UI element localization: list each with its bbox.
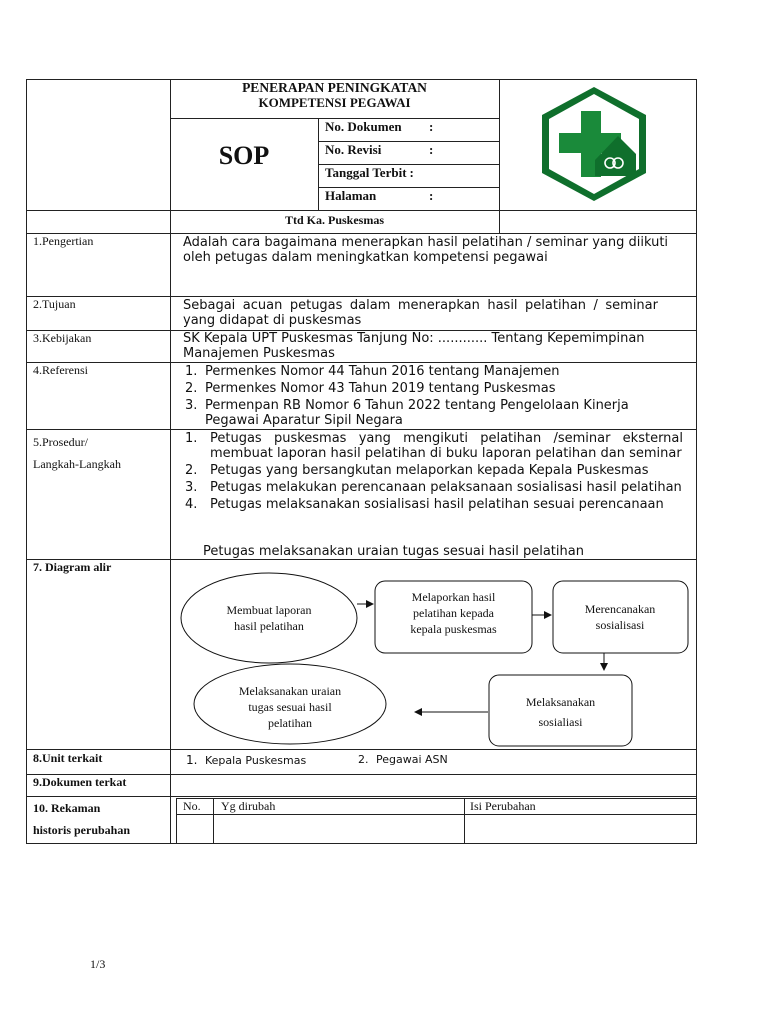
field-label: No. Dokumen bbox=[325, 119, 402, 134]
border-sop-col bbox=[318, 118, 319, 211]
label-referensi: 4.Referensi bbox=[33, 363, 88, 377]
list-item-text: Petugas melaksanakan sosialisasi hasil pelatihan sesuai perencanaan bbox=[210, 497, 664, 512]
flow-node-text: hasil pelatihan bbox=[234, 619, 304, 633]
flow-node-4 bbox=[490, 694, 631, 730]
label-pengertian: 1.Pengertian bbox=[33, 234, 94, 248]
field-label: Halaman bbox=[325, 188, 377, 203]
list-item bbox=[185, 364, 665, 379]
content-tujuan: Sebagai acuan petugas dalam menerapkan hasil pelatihan / seminar yang didapat di puskesmas bbox=[183, 298, 658, 328]
list-item-number: 3. bbox=[185, 480, 198, 495]
content-kebijakan: SK Kepala UPT Puskesmas Tanjung No: ............ Tentang Kepemimpinan Manajemen Puskesmas bbox=[183, 331, 645, 361]
border-logo-col bbox=[499, 79, 500, 234]
list-item-text: Petugas yang bersangkutan melaporkan kepada Kepala Puskesmas bbox=[210, 463, 649, 478]
border-row-7 bbox=[26, 774, 697, 775]
flow-node-text: pelatihan kepada bbox=[413, 606, 494, 620]
list-item-number: 3. bbox=[185, 398, 198, 413]
title-line-1: PENERAPAN PENINGKATAN bbox=[242, 80, 427, 95]
content-pengertian: Adalah cara bagaimana menerapkan hasil pelatihan / seminar yang diikuti oleh petugas dalam meningkatkan kompetensi pegawai bbox=[183, 235, 669, 265]
flow-node-text: kepala puskesmas bbox=[410, 622, 497, 636]
field-no-dokumen bbox=[325, 119, 495, 135]
list-item-text: Petugas melakukan perencanaan pelaksanaan sosialisasi hasil pelatihan bbox=[210, 480, 682, 495]
unit-item-2 bbox=[358, 752, 448, 768]
unit-item-number: 2. bbox=[358, 753, 369, 766]
field-halaman bbox=[325, 188, 495, 204]
flow-node-text: pelatihan bbox=[268, 716, 312, 730]
unit-item-text: Kepala Puskesmas bbox=[204, 754, 307, 767]
unit-item-1 bbox=[186, 752, 306, 769]
list-item-number: 1. bbox=[185, 431, 198, 446]
flow-node-1 bbox=[190, 602, 348, 634]
label-diagram: 7. Diagram alir bbox=[33, 560, 112, 574]
flow-node-text: Merencanakan bbox=[584, 602, 656, 616]
sop-label: SOP bbox=[218, 141, 270, 170]
field-label: Tanggal Terbit bbox=[325, 165, 407, 180]
unit-item-number: 1. bbox=[186, 753, 198, 767]
list-item-number: 4. bbox=[185, 497, 198, 512]
flow-node-text: Melaporkan hasil bbox=[411, 590, 496, 604]
list-referensi bbox=[185, 364, 665, 428]
border-right bbox=[696, 79, 697, 844]
flow-node-text: sosialisasi bbox=[595, 618, 645, 632]
flow-node-5 bbox=[200, 683, 380, 731]
list-item-text: Petugas puskesmas yang mengikuti pelatihan /seminar eksternal membuat laporan hasil pelatihan di buku laporan pelatihan dan seminar bbox=[210, 431, 683, 461]
label-prosedur bbox=[33, 431, 121, 475]
flow-node-text: Melaksanakan uraian bbox=[238, 684, 342, 698]
label-kebijakan: 3.Kebijakan bbox=[33, 331, 92, 345]
rekaman-table-col-1 bbox=[213, 798, 214, 844]
page-number: 1/3 bbox=[90, 957, 106, 971]
title-line-2: KOMPETENSI PEGAWAI bbox=[258, 95, 411, 110]
list-item bbox=[185, 431, 683, 461]
list-prosedur bbox=[185, 431, 683, 512]
rekaman-table-header-bottom bbox=[176, 814, 696, 815]
list-item bbox=[185, 463, 683, 478]
list-item bbox=[185, 398, 665, 428]
field-sep: : bbox=[409, 165, 414, 180]
label-rekaman bbox=[33, 797, 130, 841]
list-item bbox=[185, 480, 683, 495]
field-label: No. Revisi bbox=[325, 142, 382, 157]
rekaman-col-isi-perubahan: Isi Perubahan bbox=[470, 799, 536, 813]
rekaman-table-col-2 bbox=[464, 798, 465, 844]
rekaman-table-left bbox=[176, 798, 177, 844]
border-row-3 bbox=[26, 362, 697, 363]
border-signature-bottom bbox=[26, 233, 697, 234]
border-left bbox=[26, 79, 27, 844]
field-sep: : bbox=[429, 142, 434, 157]
list-item bbox=[185, 497, 683, 512]
label-prosedur-line-2: Langkah-Langkah bbox=[33, 457, 121, 471]
border-bottom bbox=[26, 843, 697, 844]
label-dokumen-terkait: 9.Dokumen terkat bbox=[33, 775, 127, 789]
field-sep: : bbox=[429, 119, 434, 134]
field-tanggal-terbit bbox=[325, 165, 495, 181]
label-rekaman-line-1: 10. Rekaman bbox=[33, 801, 101, 815]
flow-node-3 bbox=[554, 601, 686, 633]
list-item-number: 2. bbox=[185, 463, 198, 478]
flow-node-text: Membuat laporan bbox=[226, 603, 312, 617]
prosedur-extra-line: Petugas melaksanakan uraian tugas sesuai hasil pelatihan bbox=[203, 544, 584, 559]
label-prosedur-line-1: 5.Prosedur/ bbox=[33, 435, 88, 449]
list-item-number: 1. bbox=[185, 364, 198, 379]
list-item-text: Permenkes Nomor 43 Tahun 2019 tentang Puskesmas bbox=[205, 381, 556, 396]
puskesmas-logo bbox=[538, 84, 650, 204]
border-row-6 bbox=[26, 749, 697, 750]
list-item bbox=[185, 381, 665, 396]
field-sep: : bbox=[429, 188, 434, 203]
field-no-revisi bbox=[325, 142, 495, 158]
border-row-1 bbox=[26, 296, 697, 297]
border-header-bottom bbox=[26, 210, 697, 211]
list-item-number: 2. bbox=[185, 381, 198, 396]
flow-node-text: tugas sesuai hasil bbox=[248, 700, 332, 714]
flow-node-text: sosialiasi bbox=[538, 715, 583, 729]
label-tujuan: 2.Tujuan bbox=[33, 297, 76, 311]
list-item-text: Permenpan RB Nomor 6 Tahun 2022 tentang Pengelolaan Kinerja Pegawai Aparatur Sipil Negara bbox=[205, 398, 629, 428]
flow-node-text: Melaksanakan bbox=[525, 695, 596, 709]
signature-label: Ttd Ka. Puskesmas bbox=[284, 213, 385, 227]
rekaman-col-no: No. bbox=[183, 799, 201, 813]
border-row-4 bbox=[26, 429, 697, 430]
label-unit-terkait: 8.Unit terkait bbox=[33, 751, 103, 765]
flow-node-2 bbox=[376, 589, 531, 637]
label-rekaman-line-2: historis perubahan bbox=[33, 823, 131, 837]
rekaman-col-yg-dirubah: Yg dirubah bbox=[221, 799, 276, 813]
list-item-text: Permenkes Nomor 44 Tahun 2016 tentang Manajemen bbox=[205, 364, 560, 379]
unit-item-text: Pegawai ASN bbox=[376, 753, 448, 766]
